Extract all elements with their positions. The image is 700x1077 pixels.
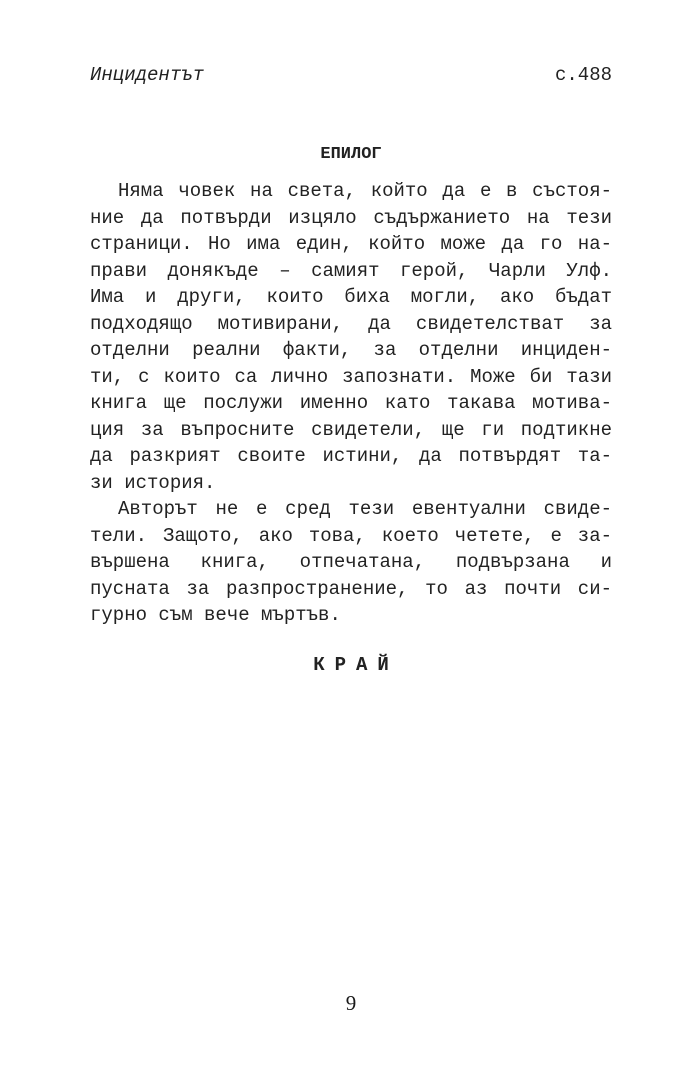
- text-line: Авторът не е сред тези евентуални свиде-: [118, 498, 612, 520]
- text-line: пусната за разпространение, то аз почти си-: [90, 577, 612, 600]
- text-line: зи история.: [90, 471, 216, 494]
- text-line: гурно съм вече мъртъв.: [90, 604, 341, 626]
- text-line: тели. Защото, ако това, което четете, е за-: [90, 524, 612, 547]
- text-line: Няма човек на света, който да е в състоя-: [118, 180, 612, 202]
- paragraph: [90, 496, 612, 629]
- running-title: Инцидентът: [90, 64, 205, 86]
- text-line: да разкрият своите истини, да потвърдят та-: [90, 445, 612, 467]
- text-line: подходящо мотивирани, да свидетелстват за: [90, 312, 612, 335]
- text-line: прави донякъде – самият герой, Чарли Улф.: [90, 259, 612, 282]
- running-header: [90, 62, 612, 88]
- text-line: вършена книга, отпечатана, подвързана и: [90, 551, 612, 573]
- end-mark: КРАЙ: [313, 654, 399, 676]
- text-line: отделни реални факти, за отделни инциден-: [90, 339, 612, 361]
- text-line: страници. Но има един, който може да го на-: [90, 233, 612, 255]
- body-text: [90, 178, 612, 629]
- chapter-title: ЕПИЛОГ: [320, 145, 382, 164]
- paragraph: [90, 178, 612, 496]
- text-line: ция за въпросните свидетели, ще ги подтикне: [90, 418, 612, 441]
- page-number: 9: [345, 991, 357, 1015]
- text-line: книга ще послужи именно като такава мотива-: [90, 392, 612, 414]
- text-line: ние да потвърди изцяло съдържанието на тези: [90, 206, 612, 229]
- page-reference: с.488: [554, 64, 612, 86]
- text-line: Има и други, които биха могли, ако бъдат: [90, 286, 612, 308]
- text-line: ти, с които са лично запознати. Може би тази: [90, 365, 612, 388]
